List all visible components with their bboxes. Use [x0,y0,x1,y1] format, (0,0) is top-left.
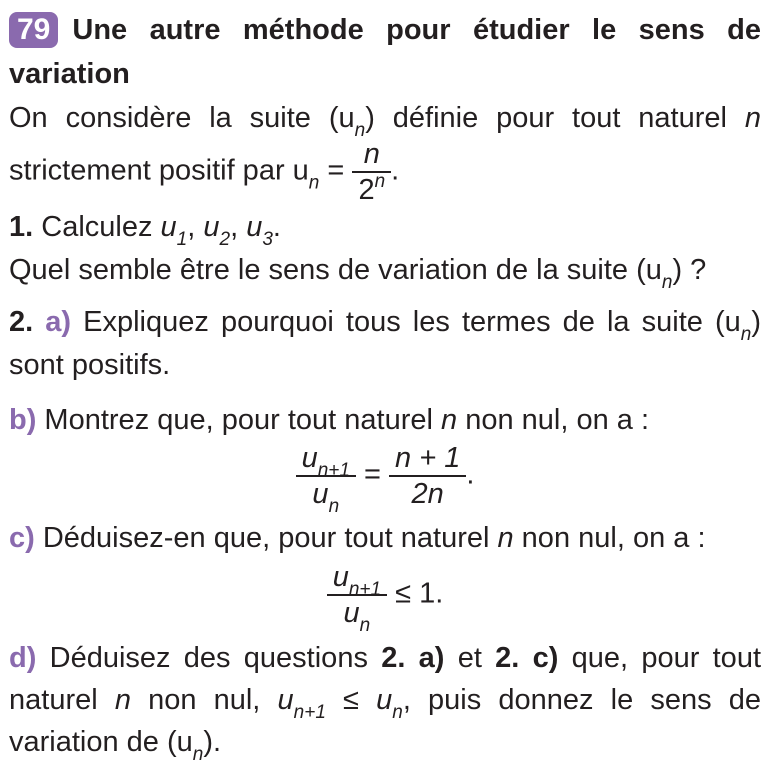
exercise-header [9,8,761,52]
question-2c-formula: $\frac{u_{n+1}}{u_n}$ ≤ 1. [9,560,761,630]
question-2b-formula: $\frac{u_{n+1}}{u_n}$ = $\frac{n + 1}{2n}$ . [9,441,761,511]
intro-line-2: strictement positif par $u_n$ = $\frac{n}{2^n}$ . [9,138,400,206]
definition-fraction: $\frac{n}{2^n}$ [352,137,391,207]
question-2d-line-2: naturel n non nul, $u_{n+1} \le u_n$, puis donnez le sens de [9,684,761,723]
question-2d: d) Déduisez des questions 2. a) et 2. c) que, pour tout [9,642,761,674]
exercise-number-badge: 79 [9,12,58,48]
exercise-title: Une autre méthode pour étudier le sens de [72,14,761,46]
exercise-title-continued: variation [9,58,130,90]
question-2a-line-2: sont positifs. [9,349,171,381]
question-2d-line-3: variation de $(u_n)$. [9,726,222,765]
question-2b: b) Montrez que, pour tout naturel n non nul, on a : [9,404,650,436]
question-1: 1. Calculez $u_1$, $u_2$, $u_3$. [9,211,281,250]
question-2a: 2. a) Expliquez pourquoi tous les termes de la suite $(u_n)$ [9,306,761,345]
question-2c: c) Déduisez-en que, pour tout naturel n non nul, on a : [9,522,706,554]
question-1-line-2: Quel semble être le sens de variation de la suite $(u_n)$ ? [9,254,707,293]
intro-line-1: On considère la suite $(u_n)$ définie pour tout naturel n [9,102,762,141]
